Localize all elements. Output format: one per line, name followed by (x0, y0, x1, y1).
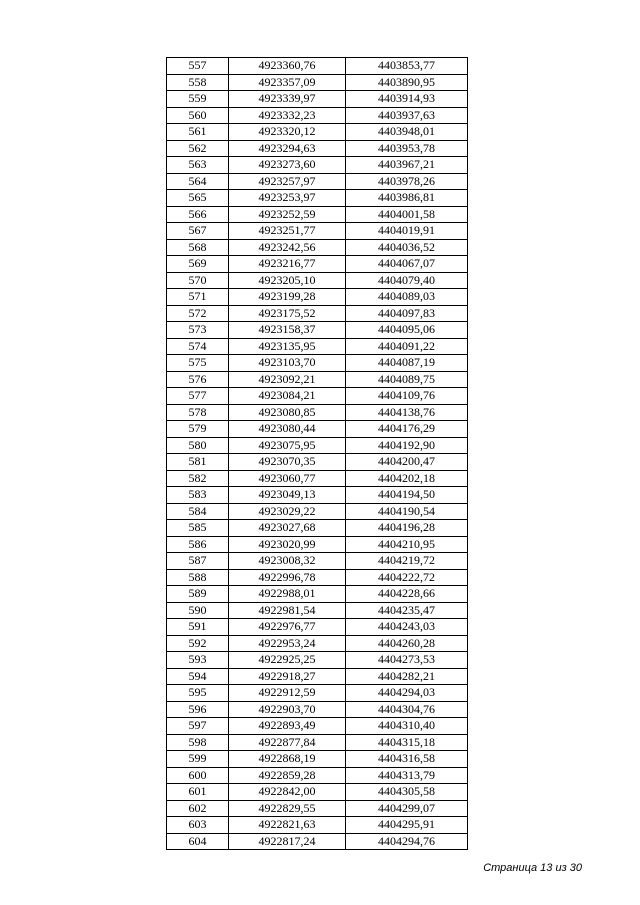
point-number-cell: 566 (167, 206, 229, 223)
x-coordinate-cell: 4923075,95 (229, 437, 346, 454)
y-coordinate-cell: 4404001,58 (346, 206, 468, 223)
y-coordinate-cell: 4404067,07 (346, 256, 468, 273)
table-row (167, 421, 468, 438)
point-number-cell: 584 (167, 503, 229, 520)
point-number-cell: 563 (167, 157, 229, 174)
point-number-cell: 564 (167, 173, 229, 190)
x-coordinate-cell: 4922925,25 (229, 652, 346, 669)
point-number-cell: 585 (167, 520, 229, 537)
point-number-cell: 567 (167, 223, 229, 240)
y-coordinate-cell: 4404273,53 (346, 652, 468, 669)
x-coordinate-cell: 4922912,59 (229, 685, 346, 702)
y-coordinate-cell: 4404176,29 (346, 421, 468, 438)
table-row (167, 751, 468, 768)
y-coordinate-cell: 4404091,22 (346, 338, 468, 355)
x-coordinate-cell: 4923252,59 (229, 206, 346, 223)
x-coordinate-cell: 4923273,60 (229, 157, 346, 174)
y-coordinate-cell: 4404196,28 (346, 520, 468, 537)
x-coordinate-cell: 4923080,85 (229, 404, 346, 421)
table-row (167, 91, 468, 108)
table-row (167, 734, 468, 751)
y-coordinate-cell: 4404079,40 (346, 272, 468, 289)
table-row (167, 569, 468, 586)
point-number-cell: 576 (167, 371, 229, 388)
point-number-cell: 583 (167, 487, 229, 504)
point-number-cell: 562 (167, 140, 229, 157)
y-coordinate-cell: 4404313,79 (346, 767, 468, 784)
y-coordinate-cell: 4403890,95 (346, 74, 468, 91)
x-coordinate-cell: 4923251,77 (229, 223, 346, 240)
x-coordinate-cell: 4923205,10 (229, 272, 346, 289)
table-row (167, 124, 468, 141)
point-number-cell: 594 (167, 668, 229, 685)
x-coordinate-cell: 4923332,23 (229, 107, 346, 124)
x-coordinate-cell: 4923049,13 (229, 487, 346, 504)
y-coordinate-cell: 4404202,18 (346, 470, 468, 487)
point-number-cell: 592 (167, 635, 229, 652)
x-coordinate-cell: 4923070,35 (229, 454, 346, 471)
point-number-cell: 595 (167, 685, 229, 702)
y-coordinate-cell: 4404087,19 (346, 355, 468, 372)
y-coordinate-cell: 4404138,76 (346, 404, 468, 421)
y-coordinate-cell: 4404210,95 (346, 536, 468, 553)
x-coordinate-cell: 4922842,00 (229, 784, 346, 801)
point-number-cell: 604 (167, 833, 229, 850)
point-number-cell: 575 (167, 355, 229, 372)
y-coordinate-cell: 4403937,63 (346, 107, 468, 124)
point-number-cell: 600 (167, 767, 229, 784)
y-coordinate-cell: 4404190,54 (346, 503, 468, 520)
point-number-cell: 581 (167, 454, 229, 471)
table-row (167, 586, 468, 603)
x-coordinate-cell: 4923360,76 (229, 58, 346, 75)
point-number-cell: 580 (167, 437, 229, 454)
point-number-cell: 559 (167, 91, 229, 108)
point-number-cell: 570 (167, 272, 229, 289)
y-coordinate-cell: 4404089,75 (346, 371, 468, 388)
x-coordinate-cell: 4922893,49 (229, 718, 346, 735)
y-coordinate-cell: 4404192,90 (346, 437, 468, 454)
table-row (167, 206, 468, 223)
x-coordinate-cell: 4923339,97 (229, 91, 346, 108)
x-coordinate-cell: 4923216,77 (229, 256, 346, 273)
table-row (167, 619, 468, 636)
y-coordinate-cell: 4404315,18 (346, 734, 468, 751)
table-row (167, 437, 468, 454)
x-coordinate-cell: 4923103,70 (229, 355, 346, 372)
table-row (167, 685, 468, 702)
point-number-cell: 568 (167, 239, 229, 256)
x-coordinate-cell: 4922868,19 (229, 751, 346, 768)
y-coordinate-cell: 4404282,21 (346, 668, 468, 685)
table-row (167, 817, 468, 834)
x-coordinate-cell: 4922821,63 (229, 817, 346, 834)
y-coordinate-cell: 4404260,28 (346, 635, 468, 652)
point-number-cell: 572 (167, 305, 229, 322)
point-number-cell: 588 (167, 569, 229, 586)
table-row (167, 239, 468, 256)
point-number-cell: 565 (167, 190, 229, 207)
table-row (167, 140, 468, 157)
table-row (167, 454, 468, 471)
x-coordinate-cell: 4922996,78 (229, 569, 346, 586)
table-row (167, 388, 468, 405)
point-number-cell: 593 (167, 652, 229, 669)
point-number-cell: 561 (167, 124, 229, 141)
table-row (167, 470, 468, 487)
table-row (167, 322, 468, 339)
y-coordinate-cell: 4404019,91 (346, 223, 468, 240)
x-coordinate-cell: 4923020,99 (229, 536, 346, 553)
point-number-cell: 601 (167, 784, 229, 801)
y-coordinate-cell: 4404304,76 (346, 701, 468, 718)
table-row (167, 767, 468, 784)
x-coordinate-cell: 4923199,28 (229, 289, 346, 306)
x-coordinate-cell: 4923158,37 (229, 322, 346, 339)
y-coordinate-cell: 4404219,72 (346, 553, 468, 570)
y-coordinate-cell: 4404228,66 (346, 586, 468, 603)
point-number-cell: 558 (167, 74, 229, 91)
table-row (167, 223, 468, 240)
x-coordinate-cell: 4922903,70 (229, 701, 346, 718)
x-coordinate-cell: 4923320,12 (229, 124, 346, 141)
table-row (167, 289, 468, 306)
point-number-cell: 569 (167, 256, 229, 273)
x-coordinate-cell: 4922988,01 (229, 586, 346, 603)
point-number-cell: 589 (167, 586, 229, 603)
x-coordinate-cell: 4922877,84 (229, 734, 346, 751)
x-coordinate-cell: 4922829,55 (229, 800, 346, 817)
point-number-cell: 560 (167, 107, 229, 124)
y-coordinate-cell: 4404109,76 (346, 388, 468, 405)
table-row (167, 602, 468, 619)
x-coordinate-cell: 4923008,32 (229, 553, 346, 570)
y-coordinate-cell: 4404097,83 (346, 305, 468, 322)
y-coordinate-cell: 4403914,93 (346, 91, 468, 108)
point-number-cell: 577 (167, 388, 229, 405)
x-coordinate-cell: 4923357,09 (229, 74, 346, 91)
point-number-cell: 582 (167, 470, 229, 487)
point-number-cell: 602 (167, 800, 229, 817)
point-number-cell: 598 (167, 734, 229, 751)
y-coordinate-cell: 4404200,47 (346, 454, 468, 471)
table-row (167, 157, 468, 174)
y-coordinate-cell: 4404294,03 (346, 685, 468, 702)
page-number: Страница 13 из 30 (483, 862, 582, 874)
x-coordinate-cell: 4923242,56 (229, 239, 346, 256)
y-coordinate-cell: 4404294,76 (346, 833, 468, 850)
table-row (167, 635, 468, 652)
table-row (167, 718, 468, 735)
point-number-cell: 591 (167, 619, 229, 636)
y-coordinate-cell: 4404299,07 (346, 800, 468, 817)
point-number-cell: 573 (167, 322, 229, 339)
x-coordinate-cell: 4922859,28 (229, 767, 346, 784)
table-row (167, 338, 468, 355)
x-coordinate-cell: 4923027,68 (229, 520, 346, 537)
y-coordinate-cell: 4404222,72 (346, 569, 468, 586)
point-number-cell: 586 (167, 536, 229, 553)
table-row (167, 272, 468, 289)
y-coordinate-cell: 4404316,58 (346, 751, 468, 768)
table-row (167, 800, 468, 817)
table-row (167, 784, 468, 801)
table-row (167, 173, 468, 190)
table-row (167, 371, 468, 388)
point-number-cell: 596 (167, 701, 229, 718)
x-coordinate-cell: 4923080,44 (229, 421, 346, 438)
x-coordinate-cell: 4923294,63 (229, 140, 346, 157)
x-coordinate-cell: 4922817,24 (229, 833, 346, 850)
table-row (167, 553, 468, 570)
coordinates-table (166, 57, 468, 850)
y-coordinate-cell: 4404095,06 (346, 322, 468, 339)
x-coordinate-cell: 4923084,21 (229, 388, 346, 405)
table-row (167, 190, 468, 207)
table-row (167, 58, 468, 75)
point-number-cell: 587 (167, 553, 229, 570)
x-coordinate-cell: 4923029,22 (229, 503, 346, 520)
x-coordinate-cell: 4923257,97 (229, 173, 346, 190)
table-row (167, 833, 468, 850)
table-row (167, 668, 468, 685)
x-coordinate-cell: 4923092,21 (229, 371, 346, 388)
y-coordinate-cell: 4403948,01 (346, 124, 468, 141)
point-number-cell: 597 (167, 718, 229, 735)
y-coordinate-cell: 4403853,77 (346, 58, 468, 75)
coordinates-table-body (167, 58, 468, 850)
point-number-cell: 590 (167, 602, 229, 619)
x-coordinate-cell: 4922918,27 (229, 668, 346, 685)
table-row (167, 520, 468, 537)
table-row (167, 487, 468, 504)
y-coordinate-cell: 4404305,58 (346, 784, 468, 801)
point-number-cell: 571 (167, 289, 229, 306)
table-row (167, 652, 468, 669)
y-coordinate-cell: 4404310,40 (346, 718, 468, 735)
point-number-cell: 579 (167, 421, 229, 438)
y-coordinate-cell: 4404194,50 (346, 487, 468, 504)
x-coordinate-cell: 4922981,54 (229, 602, 346, 619)
y-coordinate-cell: 4404235,47 (346, 602, 468, 619)
y-coordinate-cell: 4404036,52 (346, 239, 468, 256)
y-coordinate-cell: 4404089,03 (346, 289, 468, 306)
point-number-cell: 599 (167, 751, 229, 768)
point-number-cell: 557 (167, 58, 229, 75)
x-coordinate-cell: 4922976,77 (229, 619, 346, 636)
table-row (167, 107, 468, 124)
y-coordinate-cell: 4403978,26 (346, 173, 468, 190)
x-coordinate-cell: 4923060,77 (229, 470, 346, 487)
point-number-cell: 574 (167, 338, 229, 355)
table-row (167, 256, 468, 273)
table-row (167, 355, 468, 372)
table-row (167, 503, 468, 520)
y-coordinate-cell: 4403986,81 (346, 190, 468, 207)
x-coordinate-cell: 4922953,24 (229, 635, 346, 652)
table-row (167, 305, 468, 322)
table-row (167, 536, 468, 553)
y-coordinate-cell: 4404243,03 (346, 619, 468, 636)
y-coordinate-cell: 4404295,91 (346, 817, 468, 834)
y-coordinate-cell: 4403967,21 (346, 157, 468, 174)
table-row (167, 74, 468, 91)
y-coordinate-cell: 4403953,78 (346, 140, 468, 157)
table-row (167, 404, 468, 421)
point-number-cell: 578 (167, 404, 229, 421)
x-coordinate-cell: 4923253,97 (229, 190, 346, 207)
x-coordinate-cell: 4923175,52 (229, 305, 346, 322)
point-number-cell: 603 (167, 817, 229, 834)
x-coordinate-cell: 4923135,95 (229, 338, 346, 355)
table-row (167, 701, 468, 718)
